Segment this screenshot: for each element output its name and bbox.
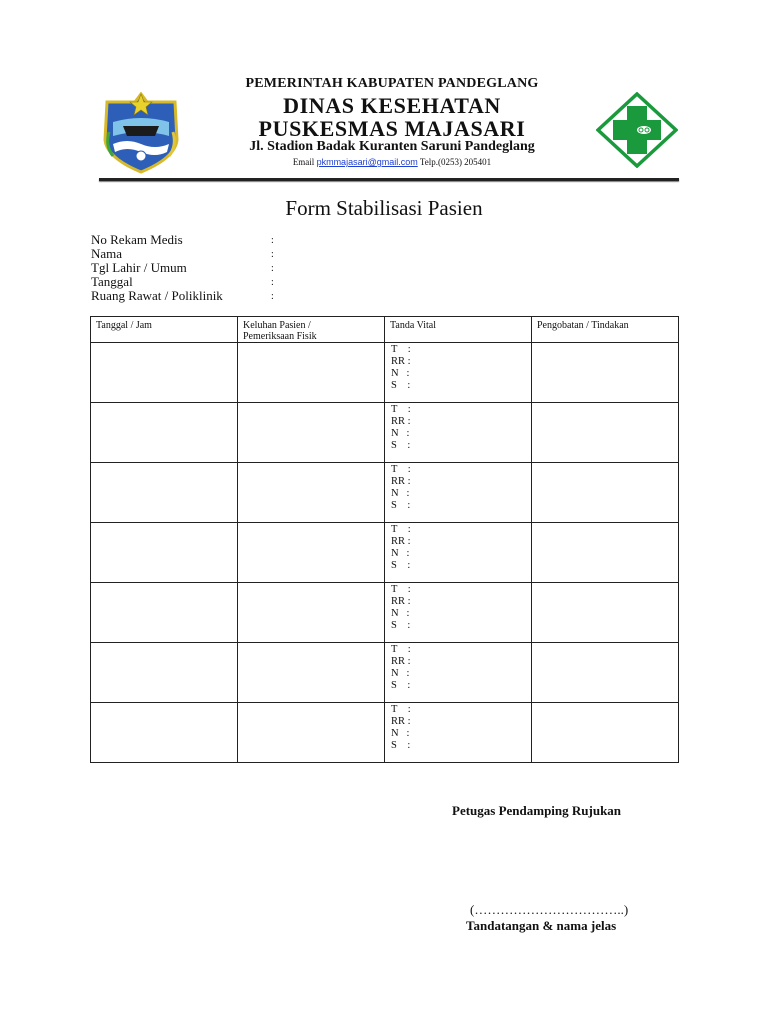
vital-signs-list — [385, 463, 531, 512]
vital-signs-list — [385, 403, 531, 452]
date-time-cell[interactable] — [91, 703, 238, 763]
column-header-treatment — [532, 317, 679, 343]
vital-signs-cell[interactable] — [385, 583, 532, 643]
date-time-cell[interactable] — [91, 403, 238, 463]
complaint-cell[interactable] — [238, 463, 385, 523]
table-row — [91, 583, 679, 643]
vital-signs-list — [385, 643, 531, 692]
header-agency: DINAS KESEHATAN — [283, 93, 501, 118]
date-time-cell[interactable] — [91, 583, 238, 643]
treatment-cell[interactable] — [532, 463, 679, 523]
field-colon: : — [271, 235, 274, 246]
date-time-cell[interactable] — [91, 643, 238, 703]
treatment-cell[interactable] — [532, 403, 679, 463]
date-time-cell[interactable] — [91, 523, 238, 583]
vital-sign-line: RR : — [391, 356, 411, 367]
table-row — [91, 703, 679, 763]
vital-sign-line: RR : — [391, 536, 411, 547]
field-label-no-rekam-medis: No Rekam Medis — [91, 232, 183, 247]
field-colon: : — [271, 249, 274, 260]
vital-sign-line: RR : — [391, 416, 411, 427]
vital-sign-line: N : — [391, 548, 410, 559]
treatment-cell[interactable] — [532, 583, 679, 643]
table-row — [91, 343, 679, 403]
complaint-cell[interactable] — [238, 523, 385, 583]
table-row — [91, 523, 679, 583]
field-label-tgl-lahir: Tgl Lahir / Umum — [91, 260, 187, 275]
vital-signs-cell[interactable] — [385, 343, 532, 403]
date-time-cell[interactable] — [91, 463, 238, 523]
vital-sign-line: N : — [391, 428, 410, 439]
vital-signs-cell[interactable] — [385, 403, 532, 463]
field-label-tanggal: Tanggal — [91, 274, 133, 289]
vital-sign-line: T : — [391, 464, 411, 475]
complaint-cell[interactable] — [238, 703, 385, 763]
signature-caption: Tandatangan & nama jelas — [466, 918, 617, 933]
phone-text: Telp.(0253) 205401 — [419, 157, 492, 167]
table-row — [91, 643, 679, 703]
vital-sign-line: T : — [391, 584, 411, 595]
complaint-cell[interactable] — [238, 343, 385, 403]
puskesmas-cross-icon — [596, 92, 678, 168]
vital-sign-line: T : — [391, 404, 411, 415]
complaint-cell[interactable] — [238, 403, 385, 463]
treatment-cell[interactable] — [532, 643, 679, 703]
vital-sign-line: RR : — [391, 596, 411, 607]
treatment-cell[interactable] — [532, 343, 679, 403]
vital-sign-line: N : — [391, 608, 410, 619]
vital-sign-line: N : — [391, 488, 410, 499]
field-colon: : — [271, 263, 274, 274]
column-header-date-time — [91, 317, 238, 343]
vital-sign-line: T : — [391, 644, 411, 655]
vital-signs-list — [385, 523, 531, 572]
vital-signs-list — [385, 343, 531, 392]
vital-signs-list — [385, 703, 531, 752]
column-header-vital-signs — [385, 317, 532, 343]
treatment-cell[interactable] — [532, 703, 679, 763]
field-label-ruang-rawat: Ruang Rawat / Poliklinik — [91, 288, 223, 303]
complaint-cell[interactable] — [238, 643, 385, 703]
vital-sign-line: N : — [391, 668, 410, 679]
column-header-label: Tanda Vital — [390, 320, 437, 331]
complaint-cell[interactable] — [238, 583, 385, 643]
form-title: Form Stabilisasi Pasien — [285, 196, 483, 220]
header-divider — [99, 178, 679, 181]
date-time-cell[interactable] — [91, 343, 238, 403]
vital-sign-line: N : — [391, 368, 410, 379]
vital-sign-line: N : — [391, 728, 410, 739]
vital-sign-line: RR : — [391, 476, 411, 487]
table-row — [91, 463, 679, 523]
vital-sign-line: S : — [391, 500, 411, 511]
vital-signs-cell[interactable] — [385, 523, 532, 583]
signature-role: Petugas Pendamping Rujukan — [452, 803, 622, 818]
vital-sign-line: S : — [391, 560, 411, 571]
field-label-nama: Nama — [91, 246, 123, 261]
vital-signs-cell[interactable] — [385, 463, 532, 523]
vital-sign-line: T : — [391, 524, 411, 535]
stabilization-table — [90, 316, 679, 763]
field-colon: : — [271, 277, 274, 288]
vital-sign-line: T : — [391, 704, 411, 715]
treatment-cell[interactable] — [532, 523, 679, 583]
vital-sign-line: T : — [391, 344, 411, 355]
vital-sign-line: S : — [391, 680, 411, 691]
vital-sign-line: S : — [391, 740, 411, 751]
vital-signs-list — [385, 583, 531, 632]
column-header-line: Keluhan Pasien / — [243, 320, 311, 331]
column-header-line: Pemeriksaan Fisik — [243, 331, 317, 342]
field-colon: : — [271, 291, 274, 302]
column-header-complaint — [238, 317, 385, 343]
email-link[interactable]: pkmmajasari@gmail.com — [316, 157, 418, 167]
vital-sign-line: RR : — [391, 716, 411, 727]
header-address: Jl. Stadion Badak Kuranten Saruni Pandeglang — [249, 139, 535, 154]
column-header-label — [238, 317, 384, 342]
email-label: Email — [292, 157, 315, 167]
vital-signs-cell[interactable] — [385, 643, 532, 703]
vital-signs-cell[interactable] — [385, 703, 532, 763]
regency-crest-icon — [99, 92, 183, 176]
column-header-label: Pengobatan / Tindakan — [537, 320, 629, 331]
header-facility: PUSKESMAS MAJASARI — [258, 116, 526, 141]
header-government: PEMERINTAH KABUPATEN PANDEGLANG — [245, 76, 539, 91]
table-header-row — [91, 317, 679, 343]
table-row — [91, 403, 679, 463]
header-contact — [200, 157, 584, 167]
signature-line: (……………………………..) — [470, 902, 629, 917]
vital-sign-line: S : — [391, 380, 411, 391]
vital-sign-line: S : — [391, 620, 411, 631]
vital-sign-line: S : — [391, 440, 411, 451]
column-header-label: Tanggal / Jam — [96, 320, 152, 331]
vital-sign-line: RR : — [391, 656, 411, 667]
